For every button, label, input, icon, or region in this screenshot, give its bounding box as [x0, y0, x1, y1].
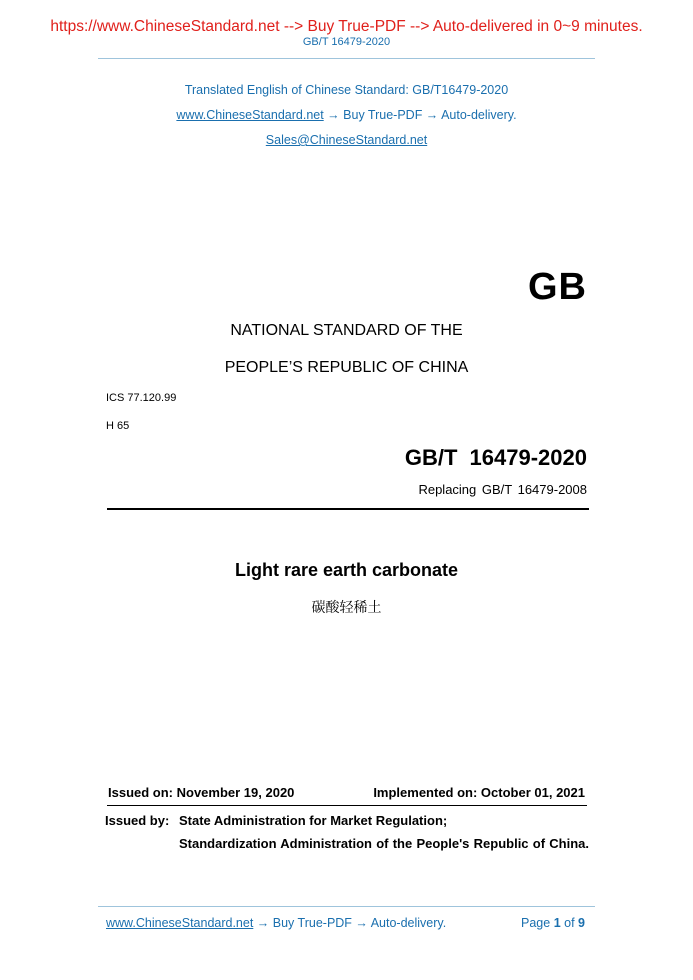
page-indicator	[521, 916, 585, 930]
gb-mark: GB	[528, 266, 587, 308]
cover-divider	[107, 508, 589, 510]
translation-title: Translated English of Chinese Standard: GB/T16479-2020	[184, 83, 509, 97]
issuer-2: Standardization Administration of the People's Republic of China.	[179, 836, 589, 851]
ics-code: ICS 77.120.99	[106, 392, 177, 404]
footer-site-link[interactable]: www.ChineseStandard.net	[106, 916, 254, 930]
translation-links	[0, 108, 693, 122]
issuer-1: State Administration for Market Regulation;	[179, 813, 448, 828]
footer-divider	[98, 906, 595, 907]
document-title-en: Light rare earth carbonate	[234, 560, 459, 580]
replacing-standard: Replacing GB/T 16479-2008	[418, 482, 587, 497]
issued-divider	[107, 805, 587, 806]
issued-by-label: Issued by:	[105, 813, 170, 828]
page-of: of	[564, 916, 575, 930]
page-total: 9	[578, 916, 585, 930]
page-current: 1	[553, 916, 561, 930]
footer-links	[106, 916, 446, 930]
national-standard-line2: PEOPLE’S REPUBLIC OF CHINA	[224, 359, 469, 376]
header-divider	[98, 58, 595, 59]
buy-auto-delivery-text: → Buy True-PDF → Auto-delivery.	[323, 108, 517, 122]
standard-number: GB/T 16479-2020	[404, 445, 587, 470]
email-line	[0, 133, 693, 147]
issued-on-date: Issued on: November 19, 2020	[108, 785, 295, 800]
sales-email-link[interactable]: Sales@ChineseStandard.net	[265, 133, 428, 147]
document-title-zh: 碳酸轻稀土	[311, 600, 382, 616]
national-standard-line1: NATIONAL STANDARD OF THE	[230, 322, 463, 339]
header-standard-code: GB/T 16479-2020	[302, 36, 391, 48]
top-banner[interactable]: https://www.ChineseStandard.net --> Buy True-PDF --> Auto-delivered in 0~9 minutes.	[50, 18, 643, 35]
footer-buy-text: → Buy True-PDF → Auto-delivery.	[253, 916, 447, 930]
page-label: Page	[521, 916, 551, 930]
site-link[interactable]: www.ChineseStandard.net	[176, 108, 324, 122]
implemented-on-date: Implemented on: October 01, 2021	[373, 785, 585, 800]
classification-code: H 65	[106, 420, 130, 432]
